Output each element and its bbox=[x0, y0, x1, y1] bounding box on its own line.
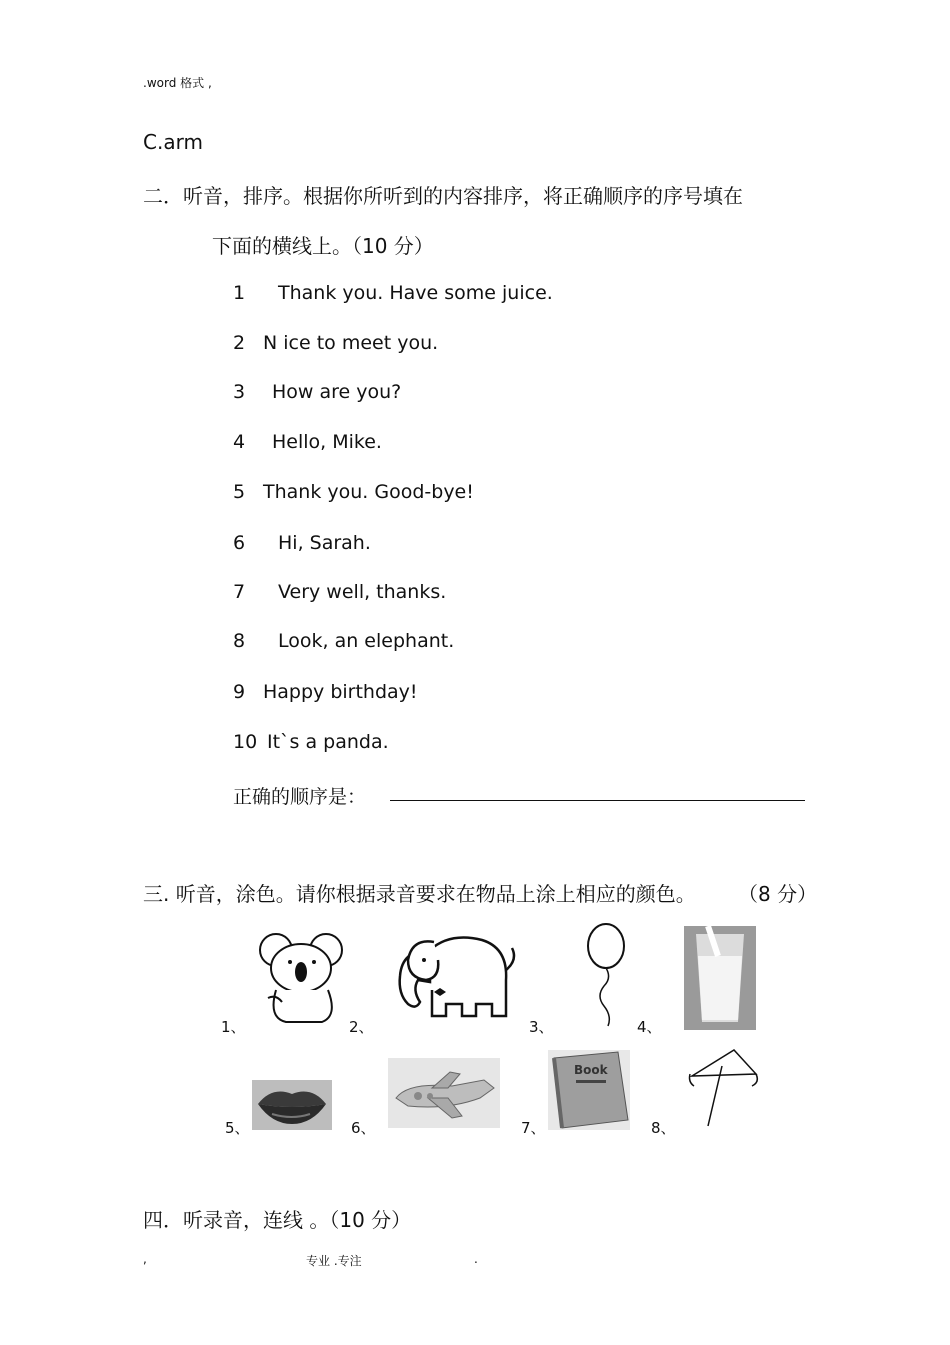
picture-label-3: 3、 bbox=[529, 1018, 554, 1036]
footer-right: . bbox=[474, 1252, 478, 1266]
page-header: .word 格式 , bbox=[143, 76, 212, 90]
elephant-icon[interactable] bbox=[390, 930, 518, 1022]
balloon-icon[interactable] bbox=[582, 922, 630, 1030]
list-item: 6 Hi, Sarah. bbox=[233, 532, 371, 554]
picture-label-6: 6、 bbox=[351, 1119, 376, 1137]
answer-blank-line[interactable] bbox=[390, 800, 805, 801]
milk-glass-icon[interactable] bbox=[684, 926, 756, 1030]
airplane-icon[interactable] bbox=[388, 1058, 500, 1128]
picture-label-2: 2、 bbox=[349, 1018, 374, 1036]
picture-label-4: 4、 bbox=[637, 1018, 662, 1036]
list-item: 4 Hello, Mike. bbox=[233, 431, 382, 453]
book-icon[interactable] bbox=[548, 1050, 630, 1130]
list-item: 1 Thank you. Have some juice. bbox=[233, 282, 553, 304]
list-item: 10 It`s a panda. bbox=[233, 731, 389, 753]
kite-icon[interactable] bbox=[686, 1046, 760, 1128]
svg-text:Book: Book bbox=[574, 1063, 608, 1077]
list-item: 9 Happy birthday! bbox=[233, 681, 418, 703]
list-item: 3 How are you? bbox=[233, 381, 402, 403]
koala-icon[interactable] bbox=[256, 928, 344, 1026]
section3-score: （8 分） bbox=[738, 882, 818, 906]
picture-label-7: 7、 bbox=[521, 1119, 546, 1137]
section4-title: 四．听录音，连线 。（10 分） bbox=[143, 1208, 412, 1232]
answer-label: 正确的顺序是： bbox=[233, 786, 367, 808]
list-item: 8 Look, an elephant. bbox=[233, 630, 455, 652]
list-item: 5 Thank you. Good-bye! bbox=[233, 481, 474, 503]
footer-center: 专业 .专注 bbox=[306, 1254, 362, 1268]
footer-left: , bbox=[143, 1252, 147, 1266]
section3-title: 三. 听音，涂色。请你根据录音要求在物品上涂上相应的颜色。 bbox=[143, 882, 696, 906]
list-item: 2 N ice to meet you. bbox=[233, 332, 439, 354]
previous-option-c: C.arm bbox=[143, 130, 203, 154]
section2-title: 二．听音，排序。根据你所听到的内容排序，将正确顺序的序号填在 bbox=[143, 184, 743, 208]
picture-label-1: 1、 bbox=[221, 1018, 246, 1036]
lips-icon[interactable] bbox=[252, 1080, 332, 1130]
picture-label-8: 8、 bbox=[651, 1119, 676, 1137]
picture-label-5: 5、 bbox=[225, 1119, 250, 1137]
list-item: 7 Very well, thanks. bbox=[233, 581, 447, 603]
section2-title-cont: 下面的横线上。（10 分） bbox=[212, 234, 434, 258]
